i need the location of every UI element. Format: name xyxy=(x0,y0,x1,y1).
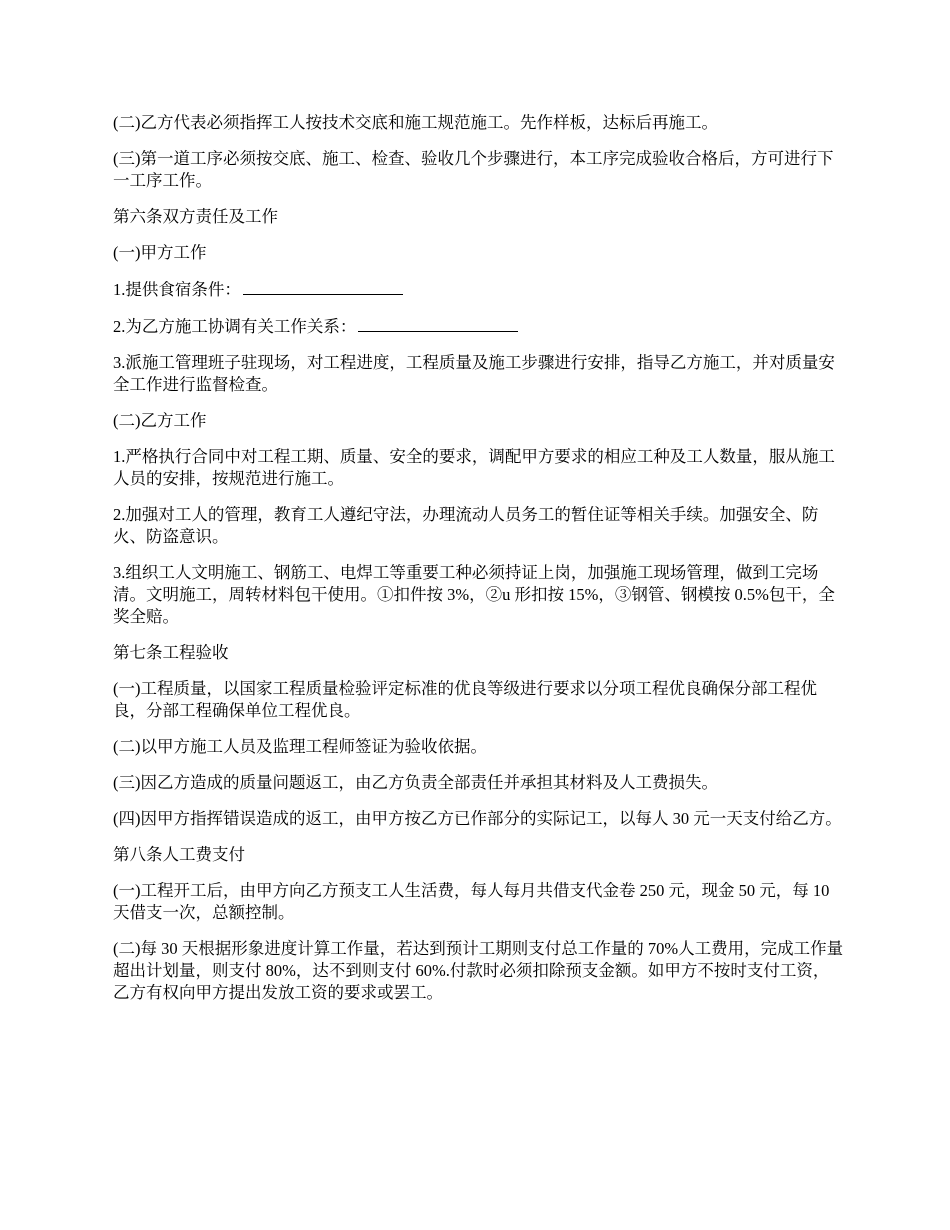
party-b-item-1: 1.严格执行合同中对工程工期、质量、安全的要求，调配甲方要求的相应工种及工人数量，服从施工人员的安排，按规范进行施工。 xyxy=(113,447,835,488)
party-b-item-3: 3.组织工人文明施工、钢筋工、电焊工等重要工种必须持证上岗，加强施工现场管理，做到工完场清。文明施工，周转材料包干使用。①扣件按 3%，②u 形扣按 15%，③钢管、钢模按 0.5%包干，全奖全赔。 xyxy=(113,563,835,626)
article-7-heading: 第七条工程验收 xyxy=(113,643,229,662)
party-a-work-heading: (一)甲方工作 xyxy=(113,243,207,262)
document-page xyxy=(113,112,845,1018)
party-a-item-1 xyxy=(113,278,845,301)
clause-2-3: (三)第一道工序必须按交底、施工、检查、验收几个步骤进行，本工序完成验收合格后，方可进行下一工序工作。 xyxy=(113,149,834,190)
fill-in-blank xyxy=(358,315,518,332)
party-b-work-heading: (二)乙方工作 xyxy=(113,411,207,430)
payment-item-2: (二)每 30 天根据形象进度计算工作量，若达到预计工期则支付总工作量的 70%人工费用，完成工作量超出计划量，则支付 80%，达不到则支付 60%.付款时必须扣除预支金额。如甲方不按时支付工资，乙方有权向甲方提出发放工资的要求或罢工。 xyxy=(113,939,844,1002)
party-b-item-2: 2.加强对工人的管理，教育工人遵纪守法，办理流动人员务工的暂住证等相关手续。加强安全、防火、防盗意识。 xyxy=(113,505,819,546)
party-a-item-1-text: 1.提供食宿条件： xyxy=(113,280,241,299)
acceptance-item-2: (二)以甲方施工人员及监理工程师签证为验收依据。 xyxy=(113,737,487,756)
party-a-item-3: 3.派施工管理班子驻现场，对工程进度，工程质量及施工步骤进行安排，指导乙方施工，并对质量安全工作进行监督检查。 xyxy=(113,353,835,394)
article-8-heading: 第八条人工费支付 xyxy=(113,845,245,864)
party-a-item-2 xyxy=(113,315,845,338)
acceptance-item-4: (四)因甲方指挥错误造成的返工，由甲方按乙方已作部分的实际记工，以每人 30 元一天支付给乙方。 xyxy=(113,809,842,828)
payment-item-1: (一)工程开工后，由甲方向乙方预支工人生活费，每人每月共借支代金卷 250 元，现金 50 元，每 10 天借支一次，总额控制。 xyxy=(113,881,830,922)
acceptance-item-3: (三)因乙方造成的质量问题返工，由乙方负责全部责任并承担其材料及人工费损失。 xyxy=(113,773,718,792)
party-a-item-2-text: 2.为乙方施工协调有关工作关系： xyxy=(113,317,357,336)
acceptance-item-1: (一)工程质量，以国家工程质量检验评定标准的优良等级进行要求以分项工程优良确保分部工程优良，分部工程确保单位工程优良。 xyxy=(113,679,817,720)
clause-2-2: (二)乙方代表必须指挥工人按技术交底和施工规范施工。先作样板，达标后再施工。 xyxy=(113,113,718,132)
fill-in-blank xyxy=(243,278,403,295)
article-6-heading: 第六条双方责任及工作 xyxy=(113,207,278,226)
